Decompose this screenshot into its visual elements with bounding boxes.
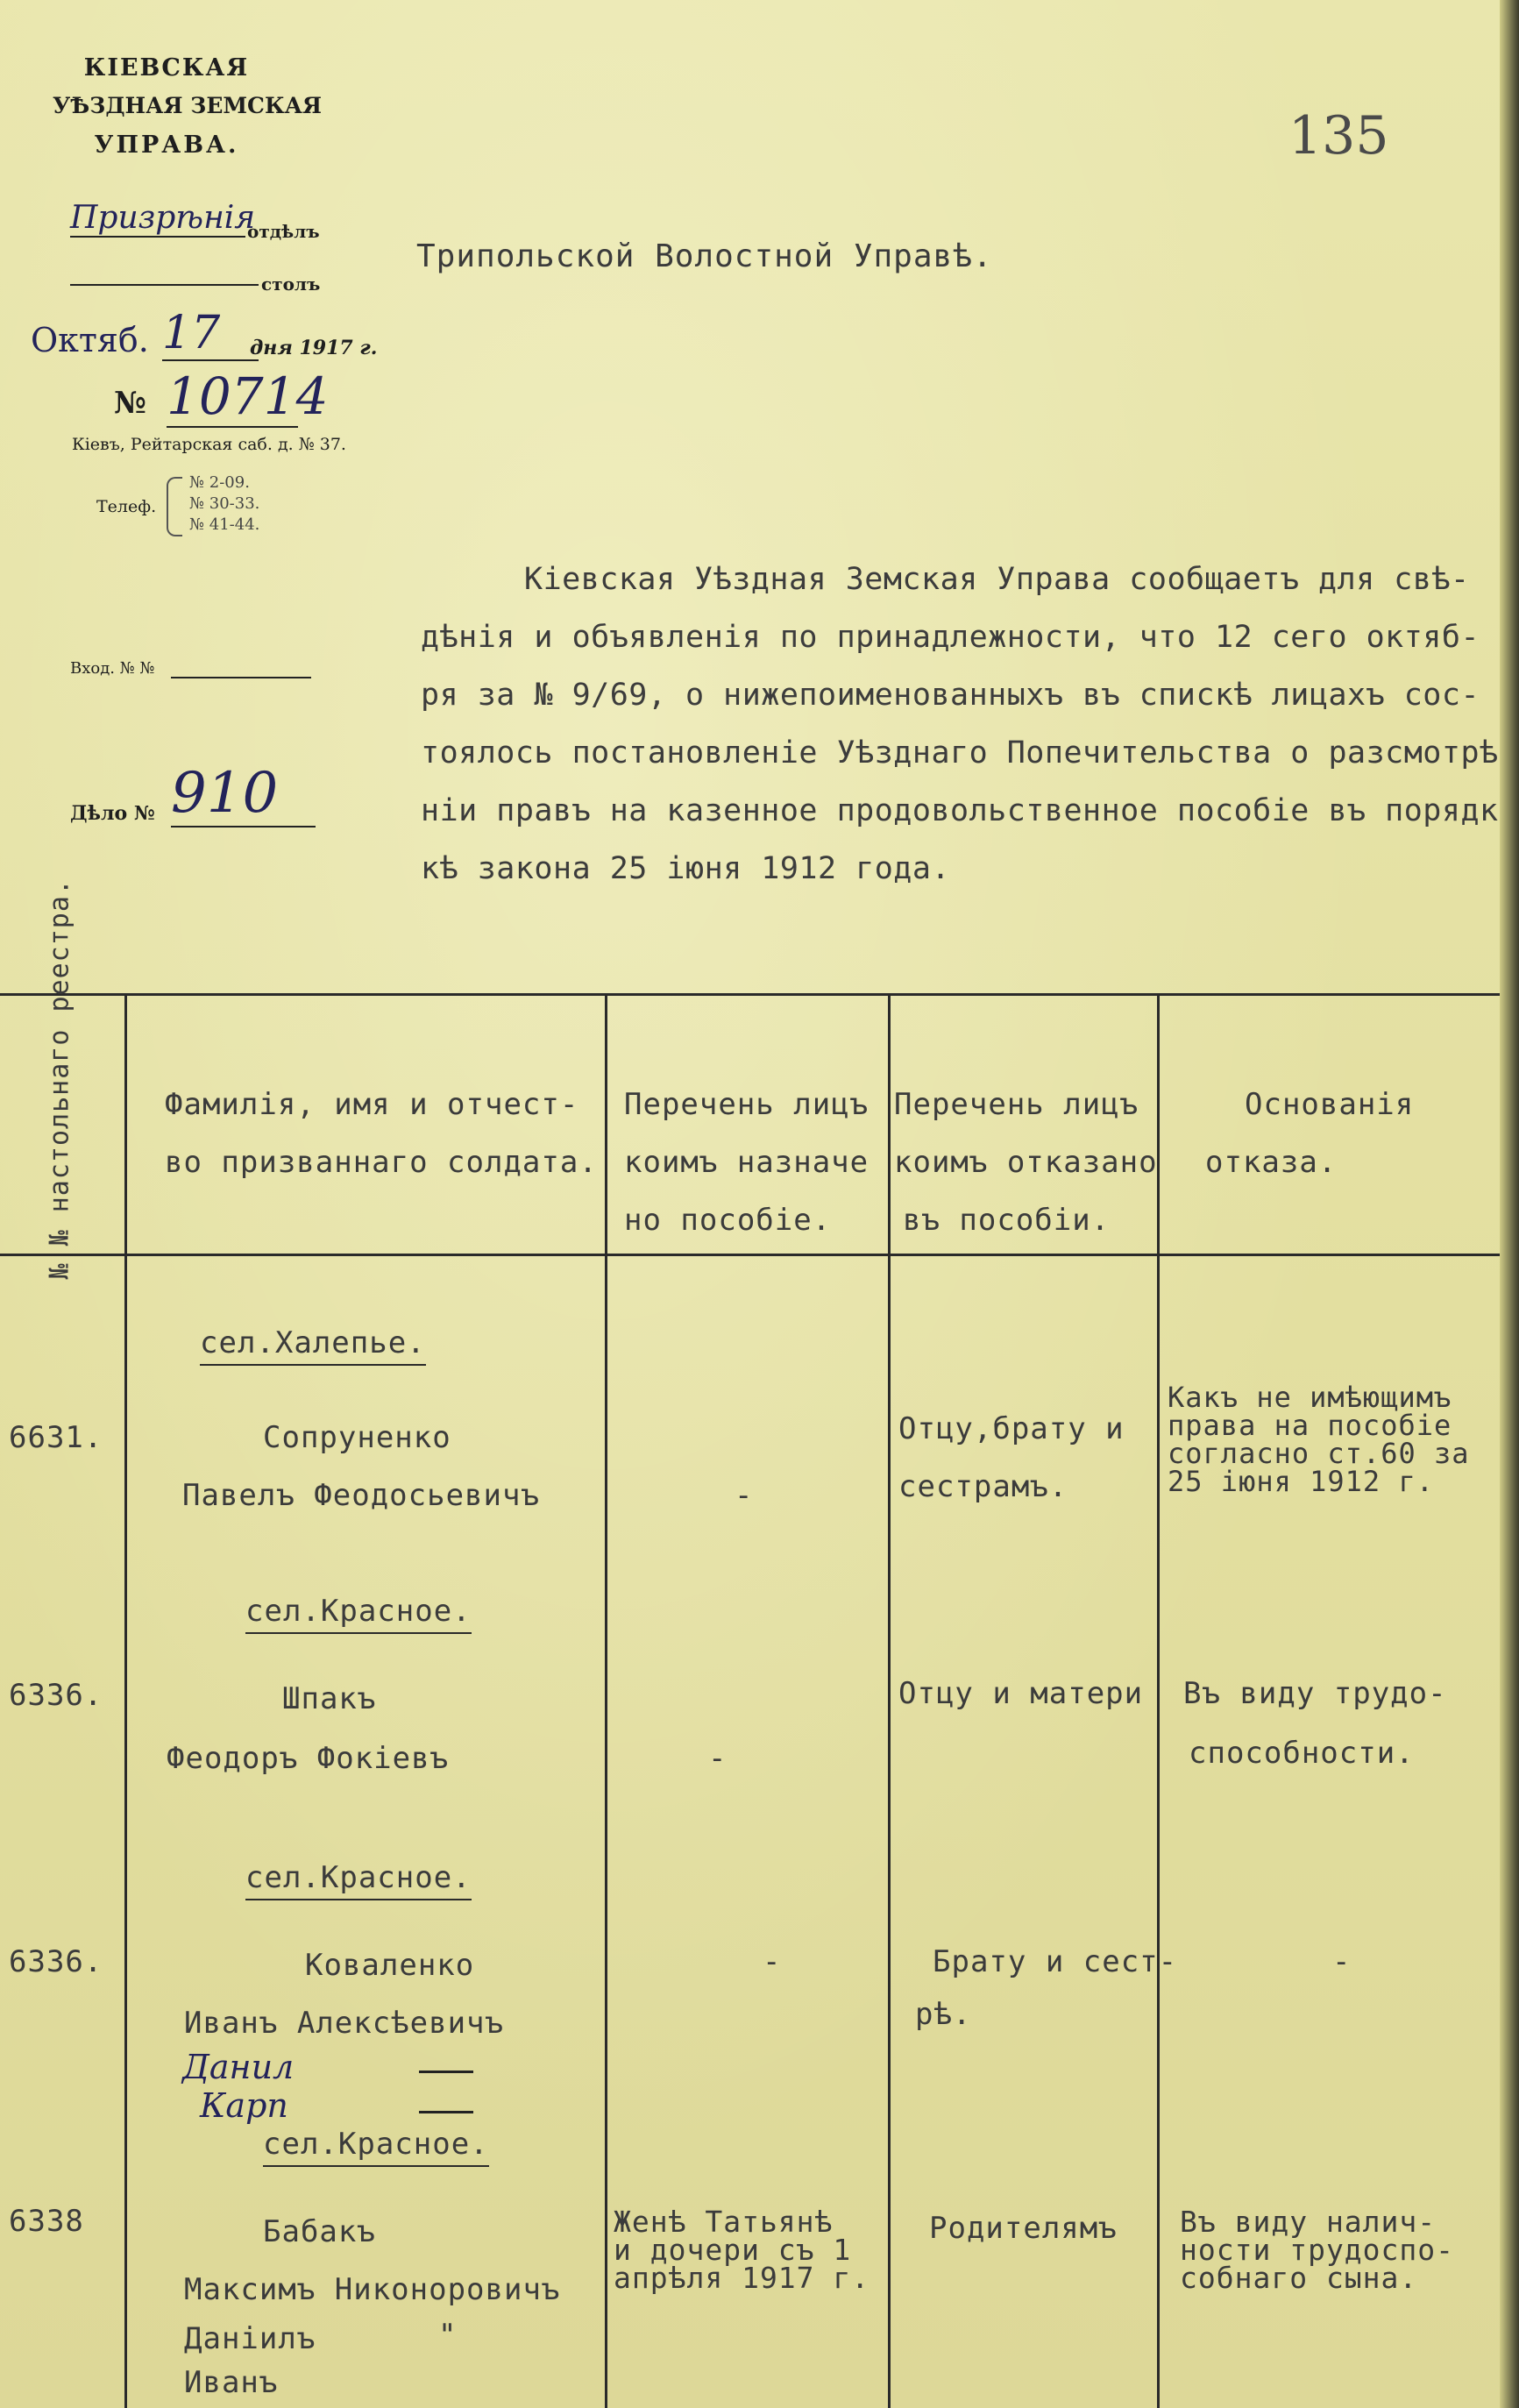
row1-refused-line1: Отцу,брату и (898, 1411, 1125, 1446)
table-header-rule (0, 1254, 1500, 1256)
case-label: Дѣло № (70, 802, 155, 825)
phone-2: № 30-33. (189, 494, 260, 513)
addressee: Трипольской Волостной Управѣ. (416, 238, 993, 274)
table-top-rule (0, 993, 1500, 996)
row4-granted-line1: Женѣ Татьянѣ (614, 2205, 834, 2239)
row4-extra-name-2: Иванъ (184, 2365, 279, 2400)
row3-refused-line2: рѣ. (915, 1997, 972, 2032)
row1-surname: Сопруненко (263, 1420, 451, 1455)
row4-extra-name-1: Даніилъ (184, 2321, 316, 2356)
row1-number: 6631. (9, 1420, 103, 1455)
row2-surname: Шпакъ (282, 1681, 377, 1716)
header-granted-line1: Перечень лицъ (624, 1087, 870, 1122)
header-granted-line2: коимъ назначе (624, 1145, 870, 1180)
phone-label: Телеф. (96, 497, 157, 516)
row2-given-names: Феодоръ Фокіевъ (167, 1741, 450, 1776)
row2-village: сел.Красное. (245, 1594, 472, 1634)
header-refused-line3: въ пособіи. (903, 1203, 1111, 1238)
header-name-line2: во призваннаго солдата. (165, 1145, 598, 1180)
row2-granted: - (708, 1741, 728, 1776)
body-line-6: кѣ закона 25 іюня 1912 года. (421, 851, 951, 886)
body-line-5: ніи правъ на казенное продовольственное пособіе въ порядк (421, 793, 1499, 828)
row4-reason-line1: Въ виду налич- (1180, 2205, 1437, 2239)
number-handwritten: 10714 (167, 366, 329, 426)
row3-handwritten-name-2: Карп (200, 2086, 288, 2125)
row4-reason-line3: собнаго сына. (1180, 2261, 1418, 2295)
row4-refused: Родителямъ (929, 2211, 1118, 2246)
row3-granted: - (763, 1944, 782, 1979)
row2-refused: Отцу и матери (898, 1676, 1144, 1711)
row4-surname: Бабакъ (263, 2214, 376, 2249)
row3-handwritten-name-1: Данил (182, 2048, 295, 2086)
row3-reason: - (1332, 1944, 1352, 1979)
row3-surname: Коваленко (305, 1948, 475, 1983)
header-granted-line3: но пособіе. (624, 1203, 832, 1238)
body-line-4: тоялось постановленіе Уѣзднаго Попечительства о разсмотрѣ (421, 735, 1499, 771)
scan-edge (1500, 0, 1519, 2408)
row1-granted: - (735, 1478, 754, 1513)
row3-dash-2 (419, 2111, 473, 2113)
phone-brace (167, 477, 182, 536)
row3-dash-1 (419, 2071, 473, 2073)
incoming-line (171, 677, 311, 678)
address-line: Кіевъ, Рейтарская саб. д. № 37. (72, 435, 346, 454)
date-month-handwritten: Октяб. (31, 321, 149, 359)
col-divider-2 (605, 993, 607, 2408)
row1-reason-line1: Какъ не имѣющимъ (1168, 1381, 1452, 1414)
col-divider-4 (1157, 993, 1160, 2408)
row3-village: сел.Красное. (245, 1860, 472, 1900)
row1-given-names: Павелъ Феодосьевичъ (182, 1478, 540, 1513)
row3-number: 6336. (9, 1944, 103, 1979)
row3-given-names: Иванъ Алексѣевичъ (184, 2006, 504, 2041)
row4-granted-line3: апрѣля 1917 г. (614, 2261, 870, 2295)
row2-reason-line2: способности. (1189, 1736, 1415, 1771)
org-name-line1: КІЕВСКАЯ (83, 54, 250, 82)
row1-reason-line3: согласно ст.60 за (1168, 1437, 1470, 1470)
body-line-2: дѣнія и объявленія по принадлежности, что 12 сего октяб- (421, 620, 1480, 655)
row4-village: сел.Красное. (263, 2127, 489, 2167)
row1-reason-line2: права на пособіе (1168, 1409, 1452, 1442)
row4-ditto-mark: " (438, 2318, 458, 2353)
col-divider-1 (124, 993, 127, 2408)
date-year: дня 1917 г. (250, 337, 378, 359)
row2-reason-line1: Въ виду трудо- (1183, 1676, 1447, 1711)
corner-page-number-handwritten: 135 (1288, 105, 1389, 167)
row3-refused-line1: Брату и сест- (933, 1944, 1178, 1979)
org-name-line2: УѢЗДНАЯ ЗЕМСКАЯ (53, 93, 323, 118)
header-name-line1: Фамилія, имя и отчест- (165, 1087, 579, 1122)
row4-granted-line2: и дочери съ 1 (614, 2233, 852, 2267)
row1-village: сел.Халепье. (200, 1325, 426, 1366)
incoming-label: Вход. № № (70, 659, 155, 678)
header-register-number: № № настольнаго реестра. (44, 878, 75, 1280)
case-handwritten: 910 (171, 761, 316, 828)
table-label: столъ (261, 273, 321, 295)
table-line (70, 284, 259, 286)
dept-handwritten: Призрѣнія (70, 200, 256, 236)
row4-given-names: Максимъ Никоноровичъ (184, 2272, 561, 2307)
phone-3: № 41-44. (189, 515, 260, 534)
col-divider-3 (888, 993, 891, 2408)
row4-number: 6338 (9, 2204, 84, 2239)
header-reason-line1: Основанія (1245, 1087, 1415, 1122)
row2-number: 6336. (9, 1678, 103, 1713)
row1-reason-line4: 25 іюня 1912 г. (1168, 1465, 1434, 1498)
dept-label: отдѣлъ (247, 221, 320, 242)
number-prefix: № (114, 386, 146, 421)
row4-reason-line2: ности трудоспо- (1180, 2233, 1455, 2267)
body-line-1: Кіевская Уѣздная Земская Управа сообщаетъ для свѣ- (524, 562, 1470, 597)
phone-1: № 2-09. (189, 473, 250, 492)
header-refused-line2: коимъ отказано (894, 1145, 1158, 1180)
row1-refused-line2: сестрамъ. (898, 1469, 1068, 1504)
org-name-line3: УПРАВА. (94, 131, 239, 159)
header-refused-line1: Перечень лицъ (894, 1087, 1139, 1122)
body-line-3: ря за № 9/69, о нижепоименованныхъ въ спискѣ лицахъ сос- (421, 678, 1480, 713)
header-reason-line2: отказа. (1205, 1145, 1338, 1180)
date-day-handwritten: 17 (162, 307, 259, 361)
